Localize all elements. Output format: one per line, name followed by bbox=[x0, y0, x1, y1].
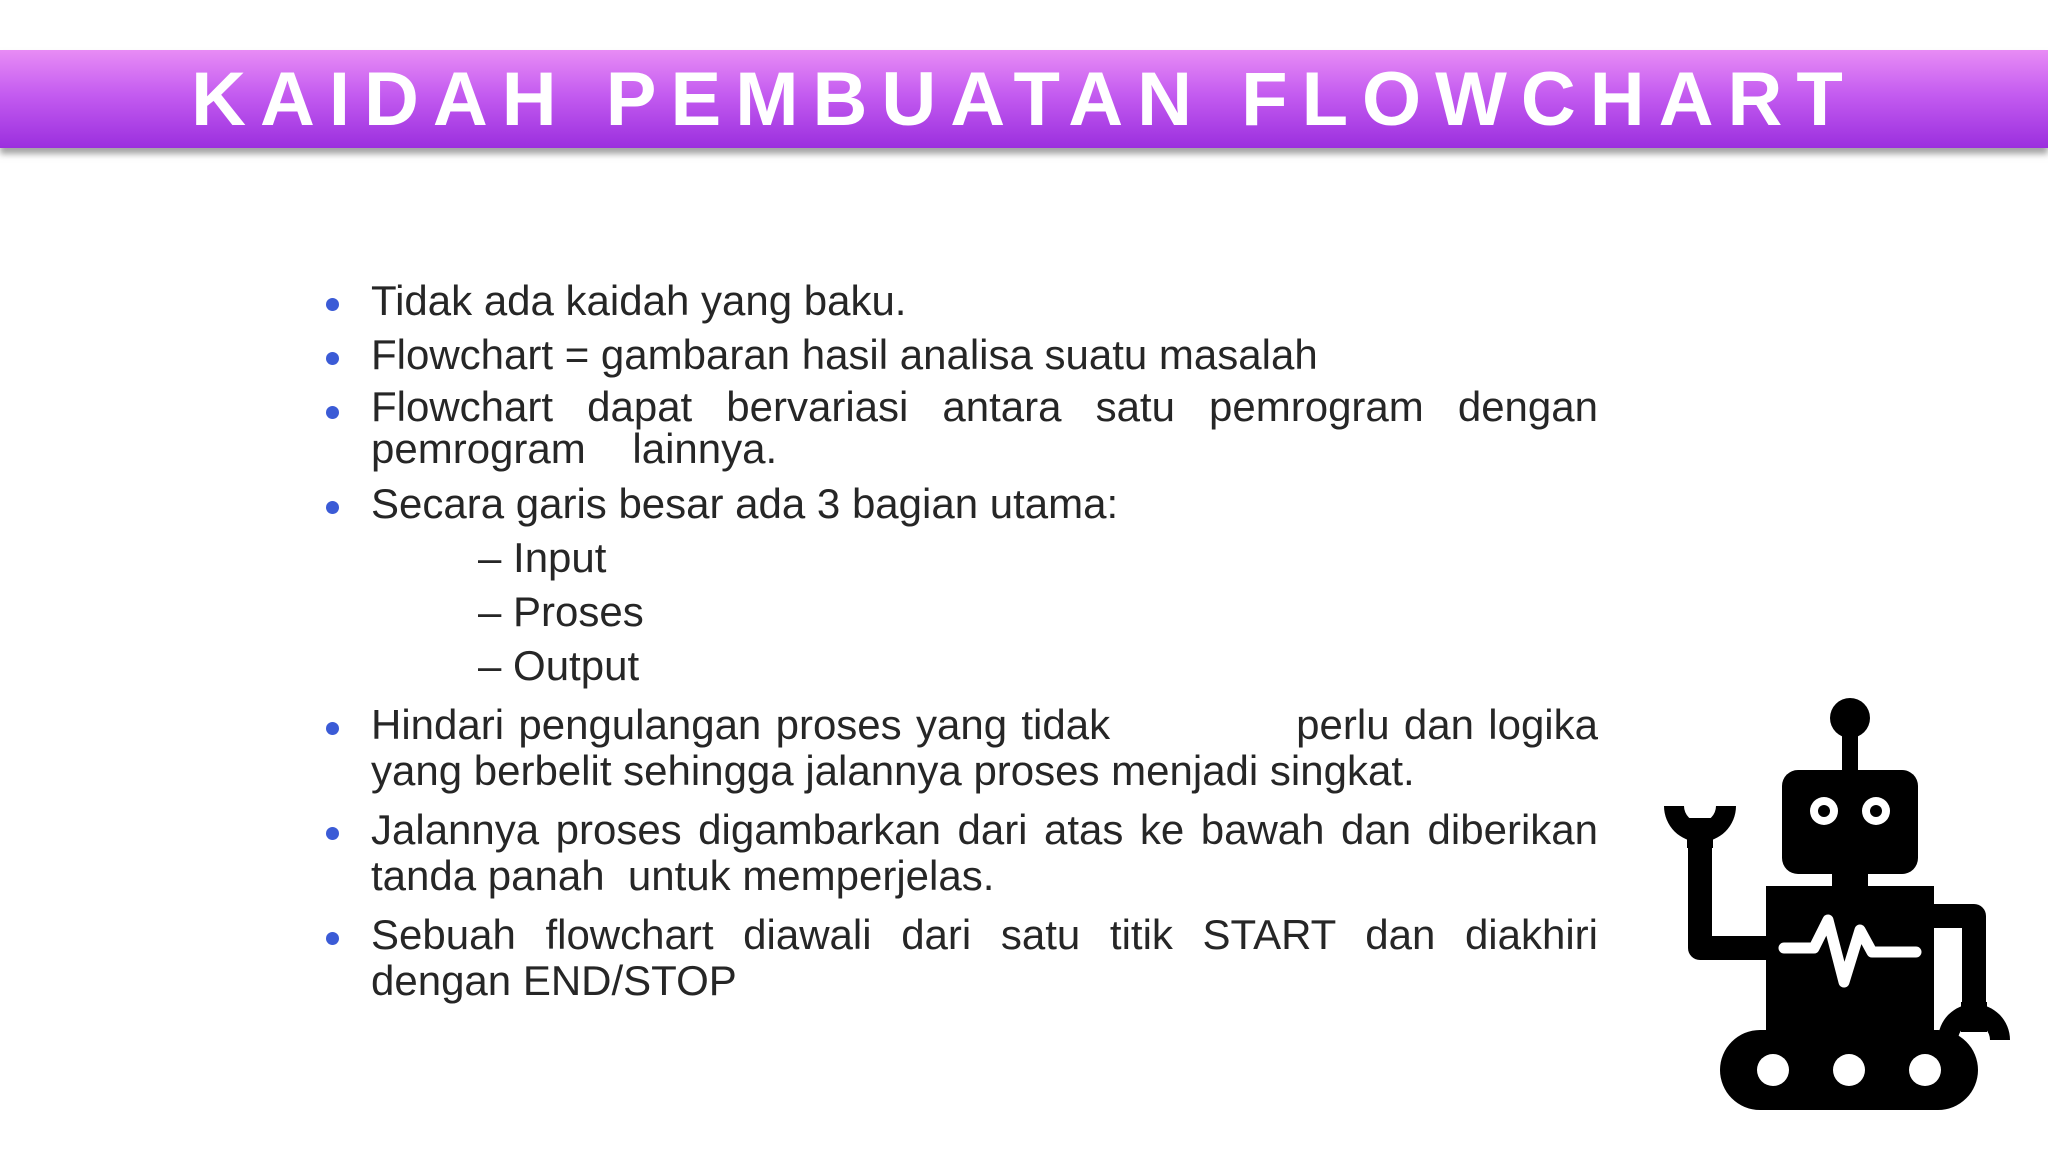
sub-item-proses: – Proses bbox=[478, 588, 644, 635]
bullet-dot bbox=[326, 406, 339, 419]
bullet-text: Flowchart dapat bervariasi antara satu pemrogram dengan pemrogram lainnya. bbox=[371, 383, 1610, 472]
bullet-text: Flowchart = gambaran hasil analisa suatu masalah bbox=[371, 331, 1318, 378]
bullet-dot bbox=[326, 298, 339, 311]
title-banner bbox=[0, 50, 2048, 148]
slide-title: KAIDAH PEMBUATAN FLOWCHART bbox=[191, 56, 1857, 142]
sub-item-output: – Output bbox=[478, 642, 640, 689]
bullet-dot bbox=[326, 352, 339, 365]
bullet-dot bbox=[326, 501, 339, 514]
bullet-dot bbox=[326, 827, 339, 840]
sub-item-input: – Input bbox=[478, 534, 607, 581]
bullet-text: Secara garis besar ada 3 bagian utama: bbox=[371, 480, 1119, 527]
bullet-dot bbox=[326, 932, 339, 945]
bullet-text: Tidak ada kaidah yang baku. bbox=[371, 277, 907, 324]
robot-icon bbox=[1660, 690, 2020, 1120]
bullet-text: Jalannya proses digambarkan dari atas ke bawah dan diberikan tanda panah untuk memperjelas. bbox=[371, 806, 1610, 899]
bullet-text: Sebuah flowchart diawali dari satu titik START dan diakhiri dengan END/STOP bbox=[371, 911, 1598, 1004]
bullet-text: Hindari pengulangan proses yang tidak perlu dan logika yang berbelit sehingga jalannya proses menjadi singkat. bbox=[371, 701, 1610, 794]
bullet-dot bbox=[326, 722, 339, 735]
